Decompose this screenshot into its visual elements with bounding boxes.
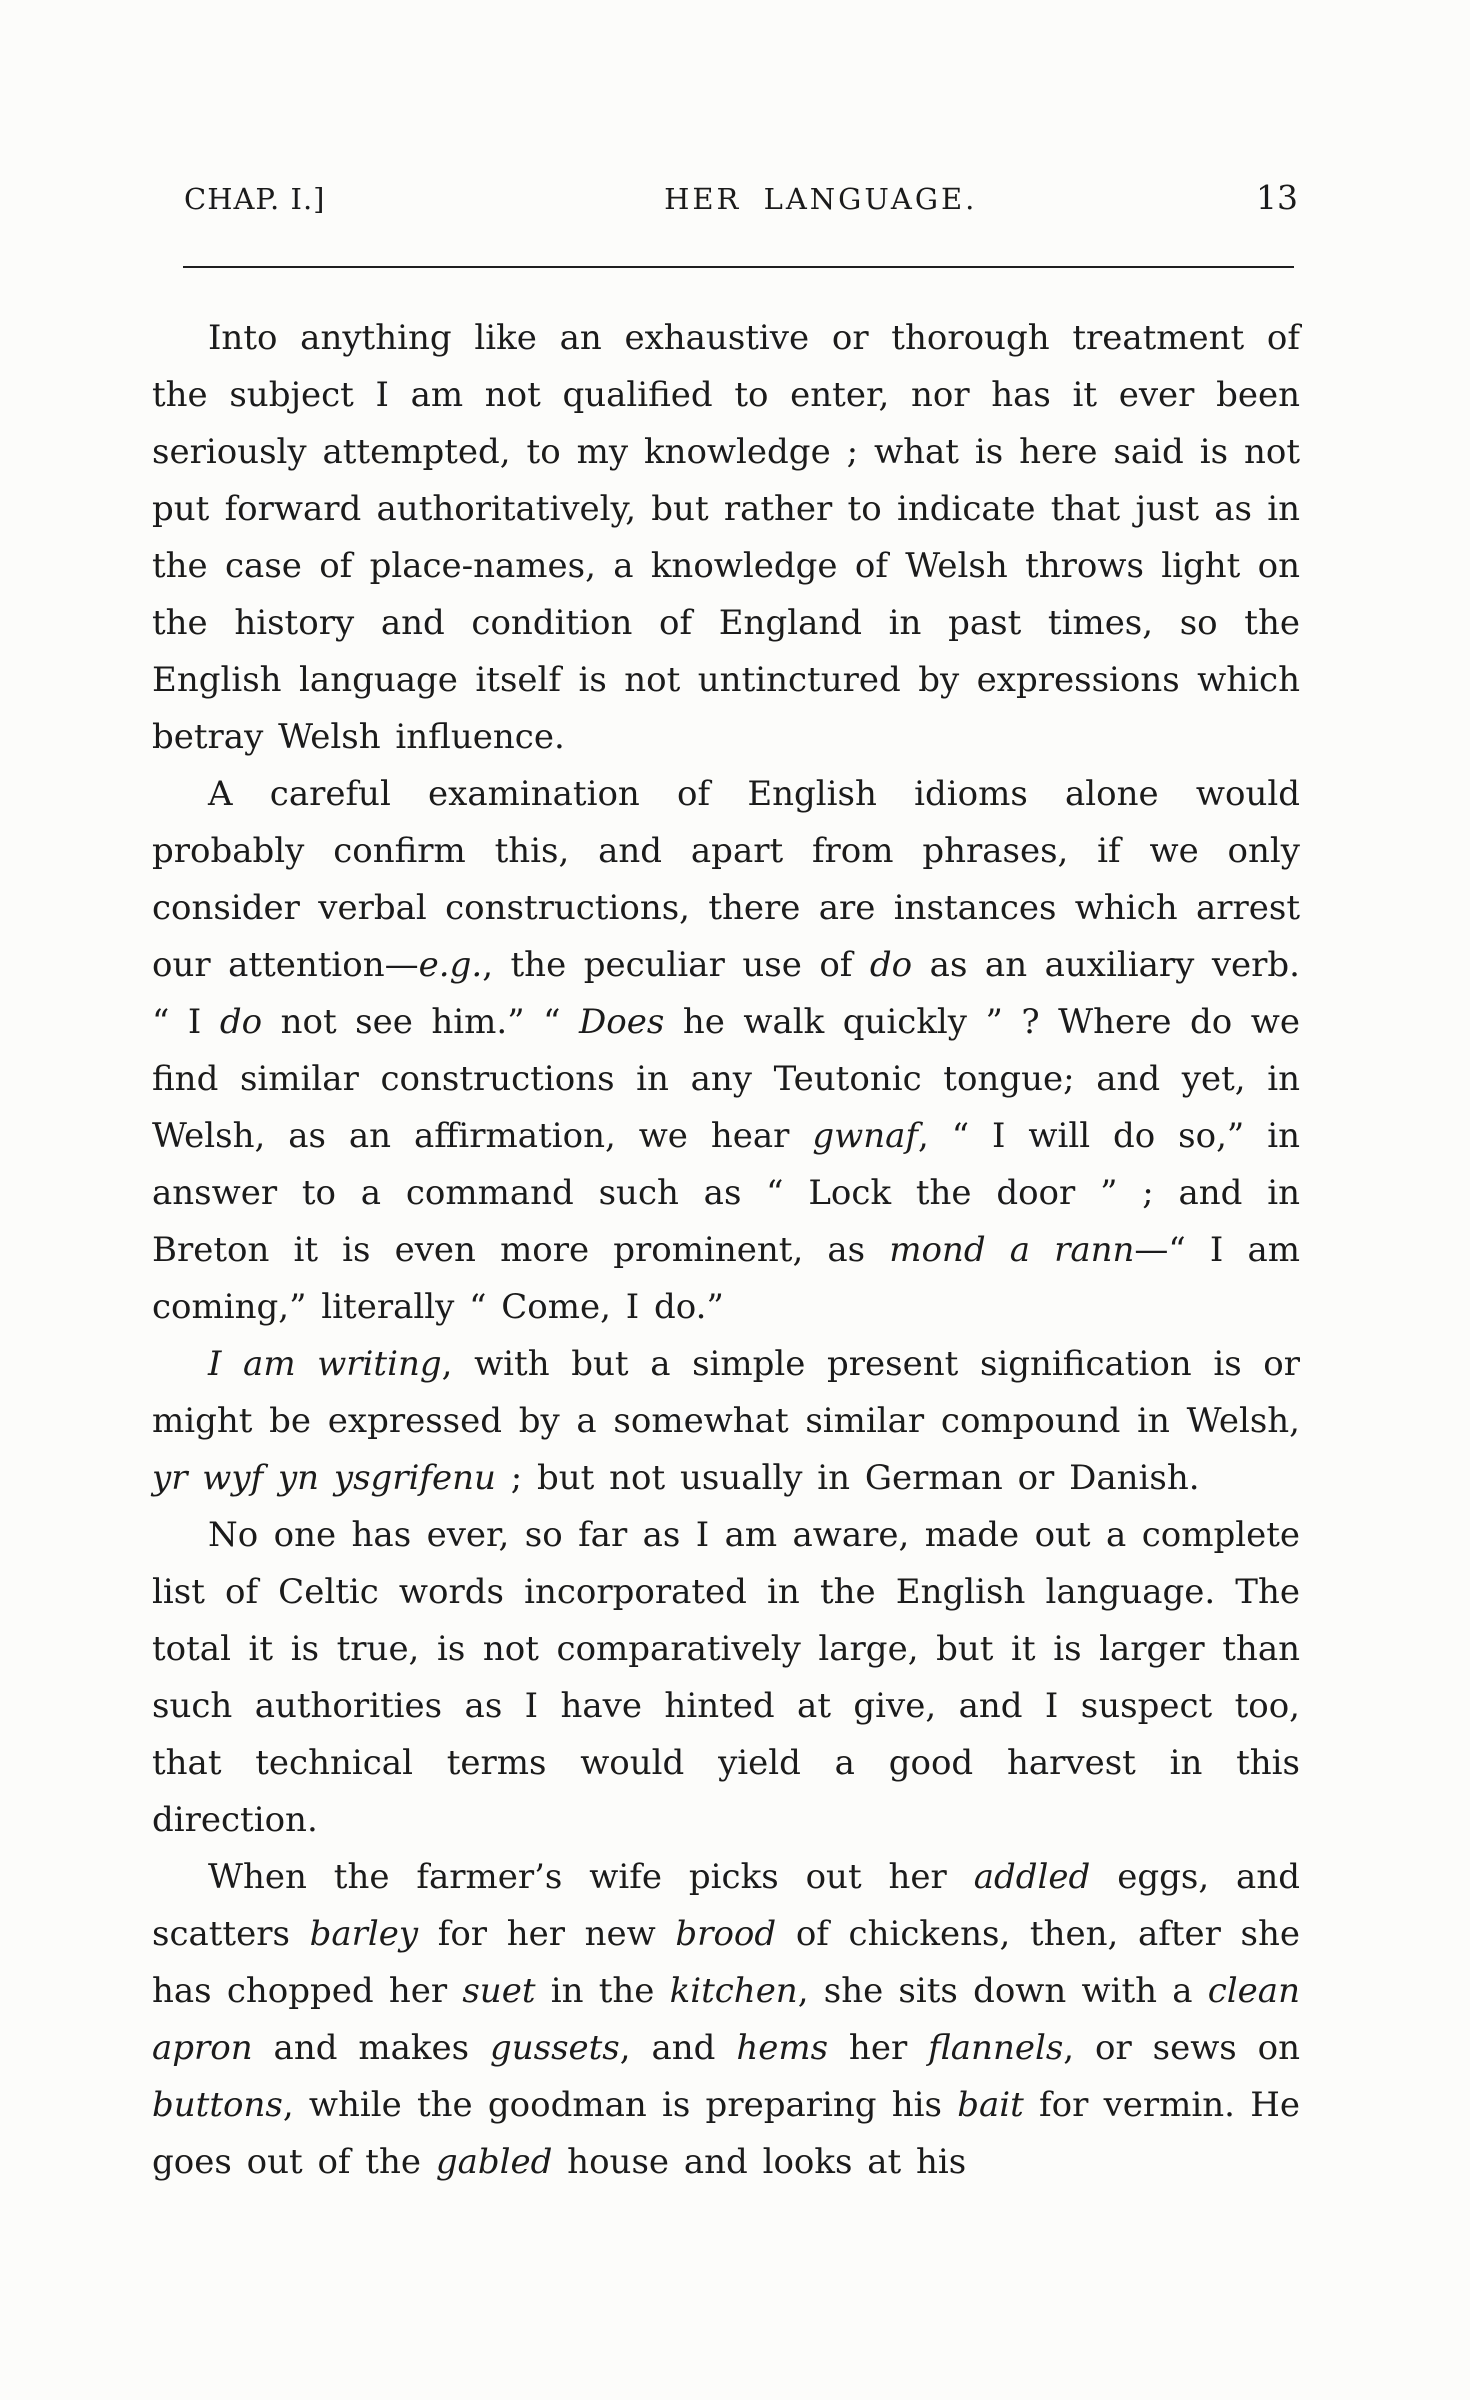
italic-run: Does [579, 1002, 665, 1042]
paragraph [152, 766, 1300, 1336]
text-run: her [828, 2028, 929, 2068]
italic-run: addled [973, 1857, 1091, 1897]
italic-run: hems [736, 2028, 829, 2068]
text-run: of chickens, then, after she has chopped her [152, 1914, 1300, 2011]
text-run: , with but a simple present signification is or might be expressed by a somewhat similar compound in Welsh, [152, 1344, 1300, 1441]
text-run: When the farmer’s wife picks out her [208, 1857, 974, 1897]
running-head [184, 178, 1298, 217]
text-run: A careful examination of English idioms alone would probably confirm this, and apart from phrases, if we only consider verbal constructions, there are instances which arrest our attention— [152, 774, 1300, 985]
paragraph [152, 1849, 1300, 2191]
italic-run: gwnaf [812, 1116, 918, 1156]
text-run: and makes [252, 2028, 490, 2068]
italic-run: kitchen [669, 1971, 798, 2011]
italic-run: yr wyf yn ysgrifenu [152, 1458, 496, 1498]
italic-run: bait [957, 2085, 1024, 2125]
italic-run: clean apron [152, 1971, 1300, 2068]
italic-run: barley [309, 1914, 419, 1954]
italic-run: do [869, 945, 913, 985]
text-run: No one has ever, so far as I am aware, made out a complete list of Celtic words incorporated in the English language. The total it is true, is not comparatively large, but it is larger than such authorities as I have hinted at give, and I suspect too, that technical terms would yield a good harvest in this direction. [152, 1515, 1300, 1840]
text-run: , “ I will do so,” in answer to a command such as “ Lock the door ” ; and in Breton it is even more prominent, as [152, 1116, 1300, 1270]
text-run: , and [619, 2028, 737, 2068]
page-number: 13 [1255, 178, 1298, 217]
text-run: not see him.” “ [262, 1002, 579, 1042]
italic-run: gussets [489, 2028, 620, 2068]
paragraph [152, 1336, 1300, 1507]
italic-run: I am writing [208, 1344, 442, 1384]
italic-run: flannels [928, 2028, 1064, 2068]
italic-run: do [219, 1002, 263, 1042]
italic-run: suet [462, 1971, 536, 2011]
italic-run: gabled [435, 2142, 553, 2182]
text-run: he walk quickly ” ? Where do we find similar constructions in any Teutonic tongue; and yet, in Welsh, as an affirmation, we hear [152, 1002, 1301, 1156]
text-run: eggs, and scatters [152, 1857, 1300, 1954]
text-run: , the peculiar use of [482, 945, 870, 985]
text-run: , or sews on [1063, 2028, 1301, 2068]
paragraph [152, 1507, 1300, 1849]
text-run: in the [535, 1971, 670, 2011]
text-run: as an auxiliary verb. “ I [152, 945, 1300, 1042]
text-run: —“ I am coming,” literally “ Come, I do.” [152, 1230, 1300, 1327]
italic-run: e.g. [418, 945, 483, 985]
text-run: , while the goodman is preparing his [282, 2085, 958, 2125]
running-title: HER LANGUAGE. [664, 182, 978, 216]
text-run: Into anything like an exhaustive or thorough treatment of the subject I am not qualified to enter, nor has it ever been seriously attempted, to my knowledge ; what is here said is not put forward authoritatively, but rather to indicate that just as in the case of place-names, a knowledge of Welsh throws light on the history and condition of England in past times, so the English language itself is not untinctured by expressions which betray Welsh influence. [152, 318, 1300, 757]
italic-run: mond a rann [889, 1230, 1135, 1270]
paragraph [152, 310, 1300, 766]
header-rule [183, 266, 1294, 268]
text-run: , she sits down with a [797, 1971, 1208, 2011]
chapter-label: CHAP. I.] [184, 182, 326, 216]
italic-run: brood [675, 1914, 777, 1954]
text-run: ; but not usually in German or Danish. [495, 1458, 1200, 1498]
text-run: for her new [418, 1914, 676, 1954]
text-run: for vermin. He goes out of the [152, 2085, 1300, 2182]
text-block [152, 310, 1300, 2191]
italic-run: buttons [152, 2085, 283, 2125]
text-run: house and looks at his [552, 2142, 967, 2182]
